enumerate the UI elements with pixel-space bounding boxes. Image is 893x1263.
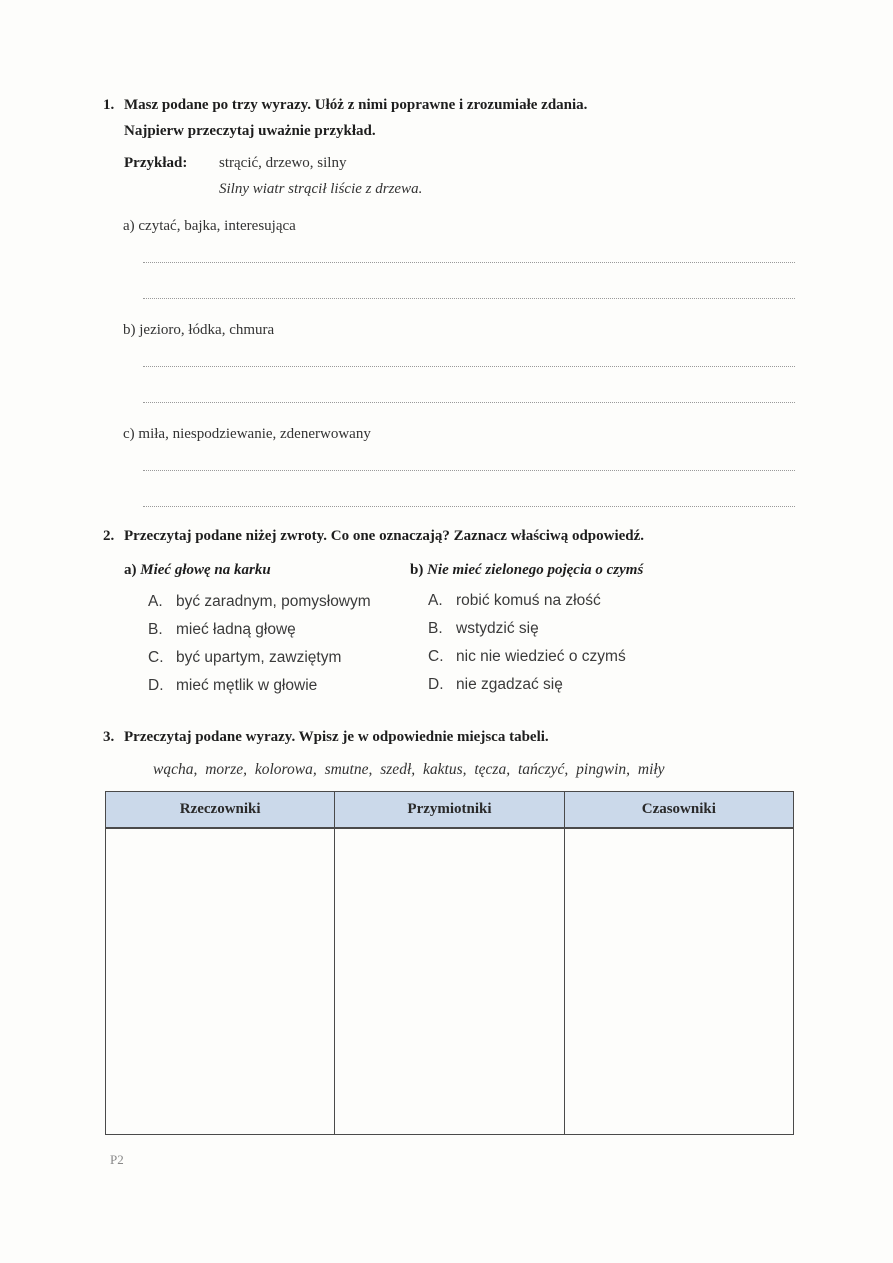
answer-line-c2[interactable]	[143, 506, 795, 507]
answer-line-b1[interactable]	[143, 366, 795, 367]
task2-a-phrase: Mieć głowę na karku	[140, 562, 271, 578]
option-b-B[interactable]: B. wstydzić się	[428, 620, 539, 637]
task1-item-b-label: b) jezioro, łódka, chmura	[123, 322, 275, 338]
task2-number: 2.	[103, 528, 115, 544]
task1-instruction-line2: Najpierw przeczytaj uważnie przykład.	[124, 123, 376, 139]
example-label: Przykład:	[124, 155, 188, 171]
task2-instruction: Przeczytaj podane niżej zwroty. Co one oznaczają? Zaznacz właściwą odpowiedź.	[124, 528, 645, 544]
task2-b-heading	[410, 562, 643, 579]
answer-line-a2[interactable]	[143, 298, 795, 299]
task2-a-heading	[124, 562, 271, 579]
word-table	[105, 791, 794, 1135]
task3-number: 3.	[103, 729, 115, 745]
task1-number: 1.	[103, 97, 115, 113]
option-a-A[interactable]: A. być zaradnym, pomysłowym	[148, 593, 371, 610]
verbs-cell[interactable]	[564, 828, 793, 1135]
answer-line-c1[interactable]	[143, 470, 795, 471]
option-b-D[interactable]: D. nie zgadzać się	[428, 676, 563, 693]
page-number: P2	[110, 1152, 124, 1167]
column-header-nouns: Rzeczowniki	[106, 792, 335, 829]
nouns-cell[interactable]	[106, 828, 335, 1135]
adjectives-cell[interactable]	[335, 828, 564, 1135]
option-a-C[interactable]: C. być upartym, zawziętym	[148, 649, 342, 666]
example-sentence: Silny wiatr strącił liście z drzewa.	[219, 181, 423, 197]
option-b-C[interactable]: C. nic nie wiedzieć o czymś	[428, 648, 626, 665]
option-a-B[interactable]: B. mieć ładną głowę	[148, 621, 296, 638]
word-bank: wącha, morze, kolorowa, smutne, szedł, kaktus, tęcza, tańczyć, pingwin, miły	[153, 761, 665, 778]
answer-line-b2[interactable]	[143, 402, 795, 403]
task1-item-c-label: c) miła, niespodziewanie, zdenerwowany	[123, 426, 371, 442]
task2-b-phrase: Nie mieć zielonego pojęcia o czymś	[427, 562, 644, 578]
column-header-verbs: Czasowniki	[564, 792, 793, 829]
answer-line-a1[interactable]	[143, 262, 795, 263]
column-header-adjectives: Przymiotniki	[335, 792, 564, 829]
example-words: strącić, drzewo, silny	[219, 155, 347, 171]
option-a-D[interactable]: D. mieć mętlik w głowie	[148, 677, 318, 694]
task3-instruction: Przeczytaj podane wyrazy. Wpisz je w odpowiednie miejsca tabeli.	[124, 729, 549, 745]
task2-b-prefix: b)	[410, 562, 424, 578]
task1-item-a-label: a) czytać, bajka, interesująca	[123, 218, 296, 234]
task1-instruction-line1: Masz podane po trzy wyrazy. Ułóż z nimi poprawne i zrozumiałe zdania.	[124, 97, 588, 113]
task2-a-prefix: a)	[124, 562, 137, 578]
option-b-A[interactable]: A. robić komuś na złość	[428, 592, 601, 609]
